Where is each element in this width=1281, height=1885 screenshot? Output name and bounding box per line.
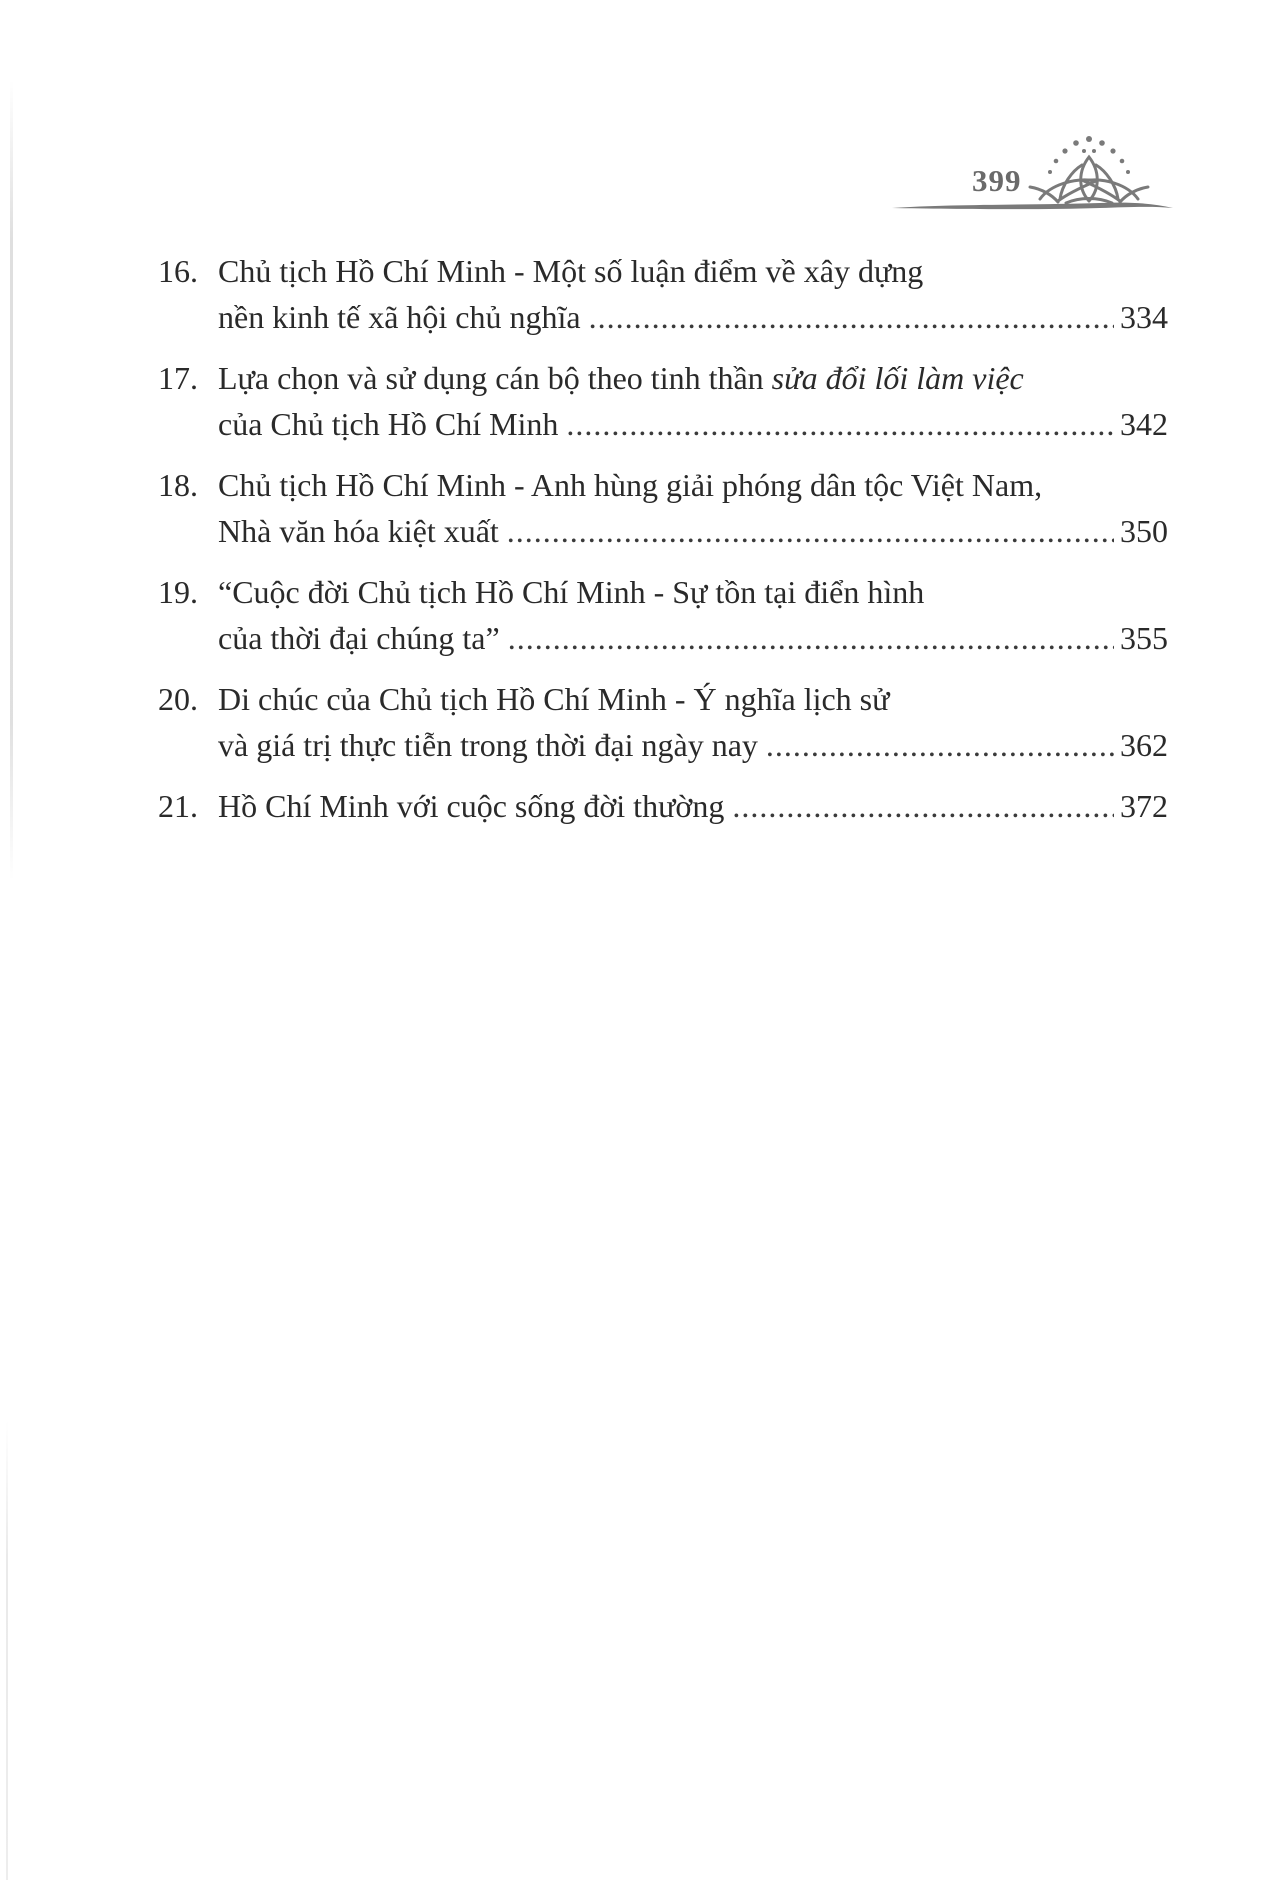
entry-number: 18.	[158, 467, 198, 503]
toc-entry-21	[158, 783, 1168, 829]
entry-title-line2: và giá trị thực tiễn trong thời đại ngày nay	[218, 727, 758, 763]
toc-entry-19	[158, 569, 1168, 661]
entry-number: 19.	[158, 574, 198, 610]
dot-leader	[766, 722, 1114, 768]
dot-leader	[566, 401, 1114, 447]
dot-leader	[508, 615, 1114, 661]
entry-title-line2: của Chủ tịch Hồ Chí Minh	[218, 406, 559, 442]
toc-entry-18	[158, 462, 1168, 554]
entry-title-line1: “Cuộc đời Chủ tịch Hồ Chí Minh - Sự tồn tại điển hình	[218, 574, 925, 610]
dot-leader	[589, 294, 1114, 340]
entry-number: 16.	[158, 253, 198, 289]
page-edge-shadow-lower	[6, 1420, 8, 1880]
dot-leader	[732, 783, 1114, 829]
page-header	[890, 125, 1175, 225]
lotus-ornament-icon	[890, 125, 1175, 225]
entry-title-line2: nền kinh tế xã hội chủ nghĩa	[218, 299, 581, 335]
entry-number: 20.	[158, 681, 198, 717]
entry-number: 21.	[158, 788, 198, 824]
toc-entry-17	[158, 355, 1168, 447]
entry-title-line1: Chủ tịch Hồ Chí Minh - Anh hùng giải phóng dân tộc Việt Nam,	[218, 467, 1043, 503]
entry-number: 17.	[158, 360, 198, 396]
dot-leader	[507, 508, 1114, 554]
entry-page-number: 362	[1120, 727, 1168, 763]
entry-page-number: 372	[1120, 788, 1168, 824]
entry-title-line1: Hồ Chí Minh với cuộc sống đời thường	[218, 788, 725, 824]
entry-title-line1: Lựa chọn và sử dụng cán bộ theo tinh thần	[218, 360, 772, 396]
toc-entry-16	[158, 248, 1168, 340]
entry-page-number: 355	[1120, 620, 1168, 656]
entry-title-line1: Di chúc của Chủ tịch Hồ Chí Minh - Ý nghĩa lịch sử	[218, 681, 890, 717]
entry-title-line2: Nhà văn hóa kiệt xuất	[218, 513, 499, 549]
entry-page-number: 334	[1120, 299, 1168, 335]
page-edge-shadow	[10, 80, 13, 880]
table-of-contents	[158, 248, 1168, 844]
entry-title-line1: Chủ tịch Hồ Chí Minh - Một số luận điểm về xây dựng	[218, 253, 924, 289]
page-number: 399	[972, 163, 1022, 198]
entry-title-italic-phrase: sửa đổi lối làm việc	[771, 360, 1024, 396]
entry-page-number: 350	[1120, 513, 1168, 549]
toc-entry-20	[158, 676, 1168, 768]
entry-page-number: 342	[1120, 406, 1168, 442]
entry-title-line2: của thời đại chúng ta”	[218, 620, 500, 656]
